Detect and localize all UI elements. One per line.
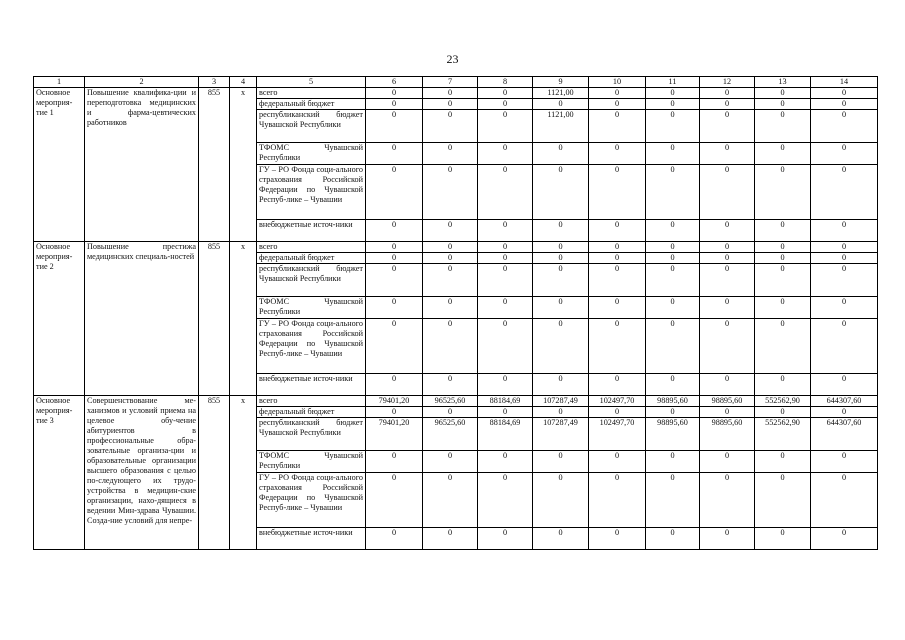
- value-cell: 0: [589, 473, 646, 528]
- value-cell: 0: [423, 297, 478, 319]
- value-cell: 0: [755, 143, 811, 165]
- value-cell: 0: [811, 165, 878, 220]
- value-cell: 0: [589, 407, 646, 418]
- value-cell: 0: [589, 88, 646, 99]
- page-number: 23: [446, 52, 459, 66]
- value-cell: 0: [533, 165, 589, 220]
- value-cell: 0: [646, 297, 700, 319]
- value-cell: 0: [533, 374, 589, 396]
- value-cell: 0: [589, 253, 646, 264]
- value-cell: 1121,00: [533, 88, 589, 99]
- value-cell: 0: [478, 110, 533, 143]
- value-cell: 644307,60: [811, 396, 878, 407]
- funding-source: всего: [257, 88, 366, 99]
- value-cell: 0: [755, 374, 811, 396]
- value-cell: 0: [366, 297, 423, 319]
- value-cell: 0: [533, 407, 589, 418]
- value-cell: 0: [589, 264, 646, 297]
- value-cell: 0: [478, 528, 533, 550]
- value-cell: 0: [700, 253, 755, 264]
- value-cell: 0: [646, 220, 700, 242]
- funding-source: республиканский бюджет Чувашской Республики: [257, 264, 366, 297]
- column-header: 4: [230, 77, 257, 88]
- value-cell: 0: [811, 451, 878, 473]
- value-cell: 0: [646, 242, 700, 253]
- value-cell: 0: [533, 528, 589, 550]
- table-body: [34, 77, 878, 550]
- value-cell: 0: [646, 99, 700, 110]
- value-cell: 0: [423, 264, 478, 297]
- value-cell: 0: [755, 407, 811, 418]
- funding-source: всего: [257, 396, 366, 407]
- value-cell: 0: [700, 473, 755, 528]
- value-cell: 98895,60: [700, 396, 755, 407]
- value-cell: 0: [423, 473, 478, 528]
- value-cell: 0: [423, 220, 478, 242]
- value-cell: 0: [423, 99, 478, 110]
- value-cell: 0: [423, 451, 478, 473]
- value-cell: 0: [589, 374, 646, 396]
- value-cell: 0: [533, 99, 589, 110]
- value-cell: 0: [755, 264, 811, 297]
- event-name: Совершенствование ме-ханизмов и условий приема на целевое обу-чение абитуриентов в профессиональные обра-зовательные организа-ции и образовательные организации высшего образования с целью по-следующего их трудо-устройства в медицин-ские организации, нахо-дящиеся в ведении Мин-здрава Чувашии. Созда-ние условий для непре-: [85, 396, 199, 550]
- value-cell: 0: [533, 143, 589, 165]
- value-cell: 0: [811, 88, 878, 99]
- event-name: Повышение престижа медицинских специаль-ностей: [85, 242, 199, 396]
- column-header: 1: [34, 77, 85, 88]
- value-cell: 0: [366, 110, 423, 143]
- value-cell: 0: [478, 374, 533, 396]
- column-header: 13: [755, 77, 811, 88]
- value-cell: 0: [423, 165, 478, 220]
- funding-source: внебюджетные источ-ники: [257, 528, 366, 550]
- value-cell: 0: [589, 319, 646, 374]
- value-cell: 0: [423, 88, 478, 99]
- value-cell: 0: [755, 528, 811, 550]
- value-cell: 0: [423, 110, 478, 143]
- value-cell: 0: [755, 242, 811, 253]
- value-cell: 0: [700, 374, 755, 396]
- value-cell: 0: [700, 110, 755, 143]
- column-header: 2: [85, 77, 199, 88]
- value-cell: 0: [700, 99, 755, 110]
- column-header: 14: [811, 77, 878, 88]
- mark-cell: х: [230, 88, 257, 242]
- value-cell: 0: [478, 407, 533, 418]
- value-cell: 0: [811, 220, 878, 242]
- value-cell: 96525,60: [423, 396, 478, 407]
- value-cell: 0: [478, 297, 533, 319]
- table-row: [34, 88, 878, 99]
- value-cell: 0: [366, 319, 423, 374]
- value-cell: 0: [366, 242, 423, 253]
- funding-source: ГУ – РО Фонда соци-ального страхования Российской Федерации по Чувашской Респуб-лике – Чувашии: [257, 165, 366, 220]
- funding-source: всего: [257, 242, 366, 253]
- value-cell: 88184,69: [478, 418, 533, 451]
- value-cell: 1121,00: [533, 110, 589, 143]
- value-cell: 0: [811, 297, 878, 319]
- value-cell: 0: [589, 165, 646, 220]
- value-cell: 0: [646, 88, 700, 99]
- column-header: 8: [478, 77, 533, 88]
- value-cell: 0: [533, 451, 589, 473]
- value-cell: 0: [423, 407, 478, 418]
- value-cell: 0: [478, 253, 533, 264]
- column-header: 9: [533, 77, 589, 88]
- value-cell: 0: [478, 220, 533, 242]
- value-cell: 0: [700, 319, 755, 374]
- event-label: Основное мероприя-тие 2: [34, 242, 85, 396]
- value-cell: 0: [423, 242, 478, 253]
- funding-source: федеральный бюджет: [257, 407, 366, 418]
- funding-source: федеральный бюджет: [257, 253, 366, 264]
- value-cell: 0: [811, 374, 878, 396]
- code-cell: 855: [199, 88, 230, 242]
- value-cell: 0: [478, 473, 533, 528]
- value-cell: 0: [646, 253, 700, 264]
- value-cell: 0: [533, 253, 589, 264]
- value-cell: 0: [366, 220, 423, 242]
- value-cell: 0: [700, 88, 755, 99]
- funding-source: ТФОМС Чувашской Республики: [257, 451, 366, 473]
- value-cell: 0: [423, 374, 478, 396]
- funding-source: внебюджетные источ-ники: [257, 220, 366, 242]
- value-cell: 0: [755, 253, 811, 264]
- value-cell: 0: [755, 220, 811, 242]
- value-cell: 0: [589, 528, 646, 550]
- value-cell: 0: [366, 264, 423, 297]
- value-cell: 0: [646, 528, 700, 550]
- value-cell: 0: [646, 143, 700, 165]
- column-header: 5: [257, 77, 366, 88]
- value-cell: 0: [533, 242, 589, 253]
- value-cell: 96525,60: [423, 418, 478, 451]
- value-cell: 0: [700, 143, 755, 165]
- funding-source: ГУ – РО Фонда соци-ального страхования Российской Федерации по Чувашской Респуб-лике – Чувашии: [257, 473, 366, 528]
- value-cell: 0: [811, 253, 878, 264]
- value-cell: 0: [366, 407, 423, 418]
- value-cell: 0: [478, 451, 533, 473]
- funding-source: ТФОМС Чувашской Республики: [257, 143, 366, 165]
- value-cell: 102497,70: [589, 396, 646, 407]
- value-cell: 0: [366, 143, 423, 165]
- value-cell: 0: [478, 165, 533, 220]
- value-cell: 0: [811, 99, 878, 110]
- value-cell: 0: [811, 264, 878, 297]
- funding-source: федеральный бюджет: [257, 99, 366, 110]
- value-cell: 0: [700, 264, 755, 297]
- value-cell: 0: [755, 319, 811, 374]
- value-cell: 0: [811, 242, 878, 253]
- value-cell: 0: [755, 110, 811, 143]
- value-cell: 0: [646, 165, 700, 220]
- value-cell: 0: [478, 242, 533, 253]
- code-cell: 855: [199, 242, 230, 396]
- value-cell: 0: [366, 451, 423, 473]
- funding-source: республиканский бюджет Чувашской Республики: [257, 418, 366, 451]
- value-cell: 102497,70: [589, 418, 646, 451]
- value-cell: 0: [700, 297, 755, 319]
- value-cell: 79401,20: [366, 396, 423, 407]
- value-cell: 0: [811, 110, 878, 143]
- column-header: 6: [366, 77, 423, 88]
- code-cell: 855: [199, 396, 230, 550]
- value-cell: 79401,20: [366, 418, 423, 451]
- value-cell: 0: [366, 473, 423, 528]
- budget-table: [33, 76, 878, 550]
- value-cell: 0: [700, 220, 755, 242]
- table-row: [34, 396, 878, 407]
- value-cell: 98895,60: [646, 396, 700, 407]
- value-cell: 98895,60: [646, 418, 700, 451]
- column-header: 3: [199, 77, 230, 88]
- value-cell: 98895,60: [700, 418, 755, 451]
- funding-source: ТФОМС Чувашской Республики: [257, 297, 366, 319]
- value-cell: 0: [755, 165, 811, 220]
- value-cell: 0: [589, 297, 646, 319]
- value-cell: 0: [646, 319, 700, 374]
- value-cell: 0: [700, 165, 755, 220]
- value-cell: 0: [646, 451, 700, 473]
- value-cell: 0: [755, 99, 811, 110]
- mark-cell: х: [230, 242, 257, 396]
- funding-source: ГУ – РО Фонда соци-ального страхования Российской Федерации по Чувашской Респуб-лике – Чувашии: [257, 319, 366, 374]
- column-header: 12: [700, 77, 755, 88]
- value-cell: 0: [478, 143, 533, 165]
- value-cell: 0: [478, 99, 533, 110]
- value-cell: 0: [366, 99, 423, 110]
- value-cell: 0: [366, 253, 423, 264]
- value-cell: 0: [811, 407, 878, 418]
- funding-source: республиканский бюджет Чувашской Республики: [257, 110, 366, 143]
- value-cell: 0: [533, 297, 589, 319]
- value-cell: 0: [533, 264, 589, 297]
- value-cell: 0: [589, 451, 646, 473]
- value-cell: 0: [700, 528, 755, 550]
- value-cell: 0: [646, 264, 700, 297]
- value-cell: 0: [646, 407, 700, 418]
- value-cell: 88184,69: [478, 396, 533, 407]
- value-cell: 0: [646, 473, 700, 528]
- value-cell: 0: [366, 374, 423, 396]
- value-cell: 0: [589, 242, 646, 253]
- event-label: Основное мероприя-тие 3: [34, 396, 85, 550]
- funding-source: внебюджетные источ-ники: [257, 374, 366, 396]
- mark-cell: х: [230, 396, 257, 550]
- value-cell: 0: [811, 528, 878, 550]
- value-cell: 0: [646, 374, 700, 396]
- value-cell: 0: [646, 110, 700, 143]
- column-header: 7: [423, 77, 478, 88]
- value-cell: 0: [755, 473, 811, 528]
- value-cell: 0: [423, 319, 478, 374]
- value-cell: 0: [423, 143, 478, 165]
- column-header: 10: [589, 77, 646, 88]
- value-cell: 644307,60: [811, 418, 878, 451]
- value-cell: 0: [811, 319, 878, 374]
- value-cell: 0: [700, 242, 755, 253]
- value-cell: 0: [478, 88, 533, 99]
- value-cell: 0: [366, 165, 423, 220]
- event-name: Повышение квалифика-ции и переподготовка медицинских и фарма-цевтических работников: [85, 88, 199, 242]
- value-cell: 0: [533, 220, 589, 242]
- value-cell: 0: [533, 473, 589, 528]
- value-cell: 107287,49: [533, 396, 589, 407]
- header-row: [34, 77, 878, 88]
- value-cell: 0: [755, 297, 811, 319]
- value-cell: 0: [589, 143, 646, 165]
- value-cell: 552562,90: [755, 396, 811, 407]
- value-cell: 552562,90: [755, 418, 811, 451]
- value-cell: 0: [589, 110, 646, 143]
- value-cell: 0: [589, 99, 646, 110]
- value-cell: 0: [366, 528, 423, 550]
- value-cell: 0: [700, 451, 755, 473]
- event-label: Основное мероприя-тие 1: [34, 88, 85, 242]
- value-cell: 0: [755, 88, 811, 99]
- value-cell: 0: [478, 319, 533, 374]
- value-cell: 0: [811, 473, 878, 528]
- value-cell: 107287,49: [533, 418, 589, 451]
- value-cell: 0: [366, 88, 423, 99]
- value-cell: 0: [755, 451, 811, 473]
- value-cell: 0: [533, 319, 589, 374]
- table-row: [34, 242, 878, 253]
- value-cell: 0: [423, 253, 478, 264]
- column-header: 11: [646, 77, 700, 88]
- value-cell: 0: [478, 264, 533, 297]
- value-cell: 0: [589, 220, 646, 242]
- value-cell: 0: [700, 407, 755, 418]
- value-cell: 0: [423, 528, 478, 550]
- value-cell: 0: [811, 143, 878, 165]
